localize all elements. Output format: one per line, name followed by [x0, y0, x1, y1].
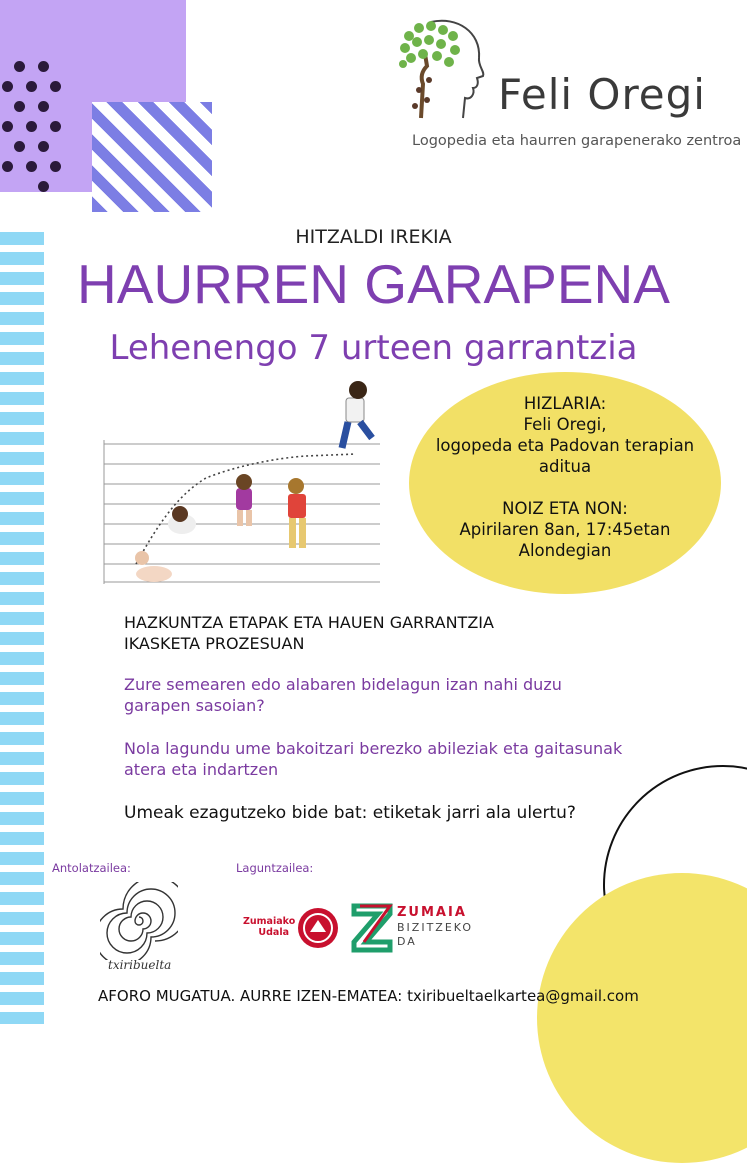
- location: Alondegian: [518, 541, 612, 560]
- zumaia-line-2: BIZITZEKO: [397, 921, 474, 934]
- udala-seal-icon: [296, 906, 340, 950]
- event-title: HAURREN GARAPENA: [77, 253, 670, 315]
- spiral-logo-icon: [100, 882, 178, 960]
- head-tree-logo-icon: [395, 14, 495, 120]
- zumaia-z-logo-icon: [350, 902, 394, 954]
- spacer: [409, 477, 721, 498]
- organizer-label: Antolatzailea:: [52, 861, 131, 875]
- event-info: [409, 393, 721, 561]
- question-3: Umeak ezagutzeko bide bat: etiketak jarri ala ulertu?: [124, 803, 576, 823]
- when-label: NOIZ ETA NON:: [502, 499, 628, 518]
- udala-line-2: Udala: [258, 927, 289, 938]
- speaker-role-line-1: logopeda eta Padovan terapian: [435, 436, 695, 455]
- question-2: Nola lagundu ume bakoitzari berezko abileziak eta gaitasunak atera eta indartzen: [124, 739, 623, 779]
- when-date: Apirilaren 8an, 17:45etan: [459, 520, 671, 539]
- decorative-diagonal-stripes: [92, 102, 212, 212]
- udala-label: [243, 916, 296, 938]
- section-heading-line-2: IKASKETA PROZESUAN: [124, 634, 305, 653]
- speaker-name: Feli Oregi,: [523, 415, 607, 434]
- decorative-yellow-circle: [537, 873, 747, 1163]
- child-growth-illustration: [96, 378, 386, 590]
- brand-tagline: Logopedia eta haurren garapenerako zentroa: [412, 133, 742, 149]
- supporter-label: Laguntzailea:: [236, 861, 314, 875]
- udala-line-1: Zumaiako: [243, 916, 296, 927]
- organizer-name: txiribuelta: [108, 958, 172, 972]
- brand-name: Feli Oregi: [498, 70, 706, 119]
- decorative-dot-pattern: [0, 55, 80, 195]
- section-heading-line-1: HAZKUNTZA ETAPAK ETA HAUEN GARRANTZIA: [124, 613, 494, 632]
- speaker-label: HIZLARIA:: [523, 394, 607, 413]
- question-1: Zure semearen edo alabaren bidelagun izan nahi duzu garapen sasoian?: [124, 675, 562, 715]
- section-heading: [124, 612, 594, 654]
- event-subtitle: Lehenengo 7 urteen garrantzia: [109, 328, 638, 368]
- zumaia-line-3: DA: [397, 935, 417, 948]
- event-eyebrow: HITZALDI IREKIA: [295, 226, 452, 248]
- zumaia-line-1: ZUMAIA: [397, 905, 467, 920]
- registration-notice: AFORO MUGATUA. AURRE IZEN-EMATEA: txiribueltaelkartea@gmail.com: [98, 987, 639, 1005]
- speaker-role-line-2: aditua: [538, 457, 592, 476]
